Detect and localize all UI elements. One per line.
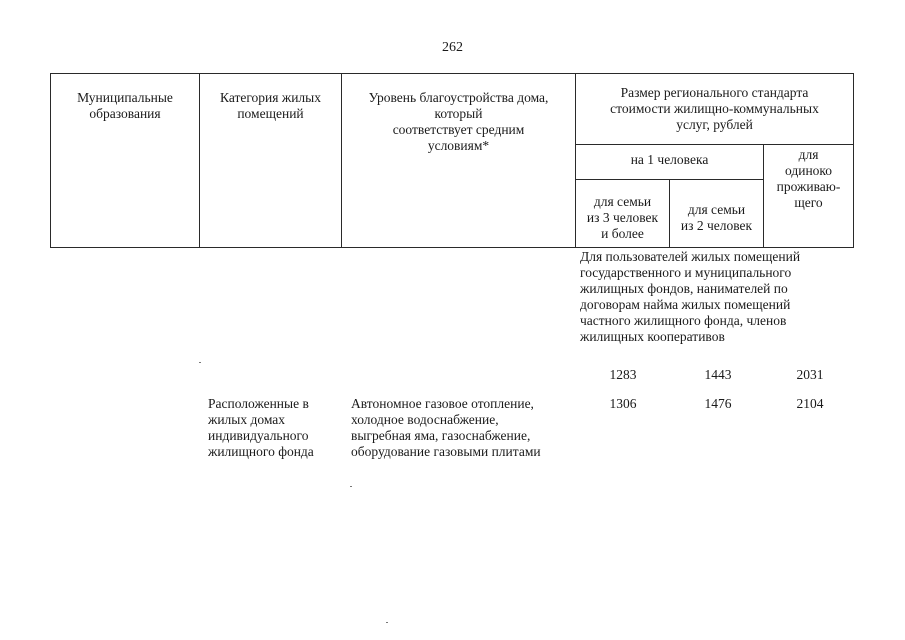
header-size-line: стоимости жилищно-коммунальных (610, 101, 819, 116)
header-family3-line: для семьи (593, 194, 652, 209)
header-single-line: проживаю- (776, 179, 841, 194)
section-label-line: договорам найма жилых помещений (580, 297, 791, 312)
section-label-line: жилищных фондов, нанимателей по (580, 281, 788, 296)
section-label (580, 249, 855, 345)
row-1-single-value: 2031 (796, 367, 824, 382)
header-standard-size (576, 74, 854, 145)
row-2-family3-value: 1306 (609, 396, 637, 411)
page-number: 262 (442, 40, 463, 55)
row-2-level-line: Автономное газовое отопление, (351, 396, 534, 411)
header-family2-line: для семьи (687, 202, 746, 217)
row-2-family2-value: 1476 (704, 396, 732, 411)
row-2-category-line: индивидуального (208, 428, 309, 443)
section-label-line: Для пользователей жилых помещений (580, 249, 801, 264)
header-category (200, 74, 342, 248)
header-family-3-plus (576, 180, 670, 248)
header-size-line: Размер регионального стандарта (620, 85, 809, 100)
row-2-category-line: жилищного фонда (208, 444, 314, 459)
header-level-line: который (434, 106, 483, 121)
header-single-resident (764, 145, 854, 248)
header-single-line: одиноко (784, 163, 833, 178)
row-2-improvement-level (351, 396, 576, 460)
header-family-2 (670, 180, 764, 248)
header-improvement-level (342, 74, 576, 248)
row-2-category-line: жилых домах (208, 412, 286, 427)
header-family3-line: из 3 человек (586, 210, 659, 225)
header-level-line: условиям* (427, 138, 490, 153)
row-2-level-line: оборудование газовыми плитами (351, 444, 541, 459)
scan-speck (199, 362, 201, 363)
section-label-line: жилищных кооперативов (580, 329, 725, 344)
row-2-level-line: выгребная яма, газоснабжение, (351, 428, 531, 443)
header-family2-line: из 2 человек (680, 218, 753, 233)
header-family3-line: и более (601, 226, 644, 241)
header-per-person (576, 145, 764, 180)
row-2-single-value: 2104 (796, 396, 824, 411)
section-label-line: частного жилищного фонда, членов (580, 313, 787, 328)
row-1-family3-value: 1283 (609, 367, 637, 382)
row-2-category-line: Расположенные в (208, 396, 309, 411)
header-per-person-label: на 1 человека (630, 152, 709, 167)
header-single-line: щего (794, 195, 823, 210)
header-municipalities-line: образования (89, 106, 161, 121)
row-2-level-line: холодное водоснабжение, (351, 412, 499, 427)
header-size-line: услуг, рублей (676, 117, 753, 132)
row-2-category (208, 396, 338, 460)
header-level-line: Уровень благоустройства дома, (368, 90, 549, 105)
section-label-line: государственного и муниципального (580, 265, 792, 280)
header-category-line: Категория жилых (220, 90, 321, 105)
header-level-line: соответствует средним (392, 122, 525, 137)
header-category-line: помещений (237, 106, 304, 121)
scan-speck (350, 486, 352, 487)
row-1-family2-value: 1443 (704, 367, 732, 382)
header-municipalities (51, 74, 200, 248)
header-municipalities-line: Муниципальные (77, 90, 173, 105)
standards-table-header (50, 73, 854, 248)
header-single-line: для (798, 147, 819, 162)
scan-speck (386, 622, 388, 623)
